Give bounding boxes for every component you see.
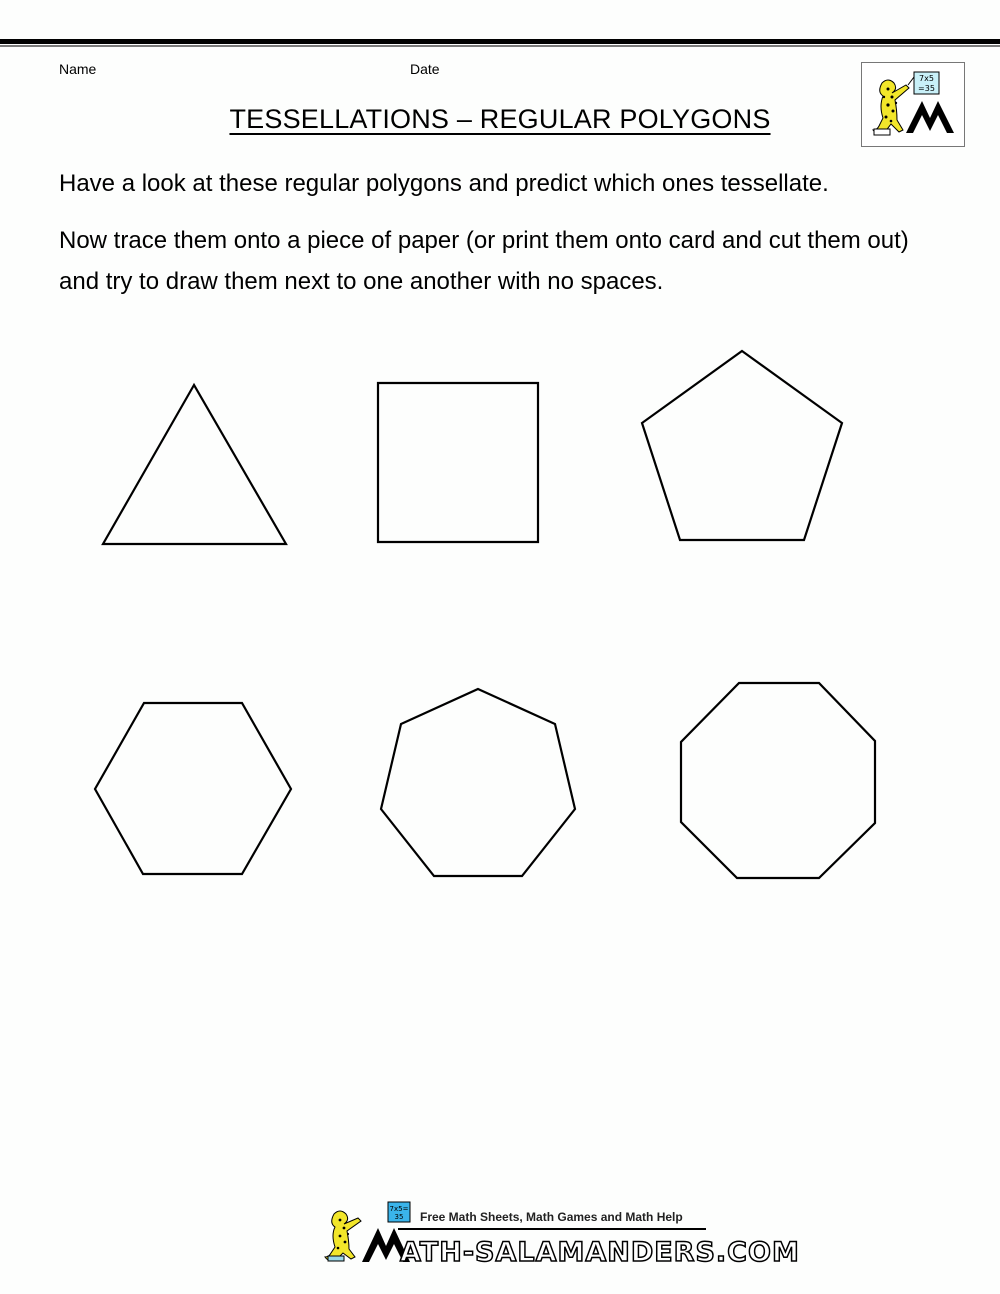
footer-site-name: ATH-SALAMANDERS.COM	[400, 1237, 800, 1268]
octagon-shape	[681, 683, 875, 878]
triangle-shape	[103, 385, 286, 544]
footer-rule	[398, 1228, 706, 1230]
instruction-trace: Now trace them onto a piece of paper (or print them onto card and cut them out) and try to draw them next to one another with no spaces.	[59, 227, 909, 295]
square-shape	[378, 383, 538, 542]
logo-board-line2: =35	[918, 84, 935, 93]
hexagon-shape	[95, 703, 291, 874]
instruction-predict: Have a look at these regular polygons and predict which ones tessellate.	[59, 170, 829, 197]
page-title-text: TESSELLATIONS – REGULAR POLYGONS	[229, 104, 771, 134]
date-label: Date	[410, 61, 440, 77]
pentagon-shape	[642, 351, 842, 540]
heptagon-shape	[381, 689, 575, 876]
name-label: Name	[59, 61, 97, 77]
logo-board-line1: 7x5	[919, 74, 934, 83]
footer-board-line1: 7x5=	[389, 1205, 409, 1213]
footer-tagline: Free Math Sheets, Math Games and Math Help	[420, 1210, 683, 1224]
footer-board-line2: 35	[394, 1213, 404, 1221]
